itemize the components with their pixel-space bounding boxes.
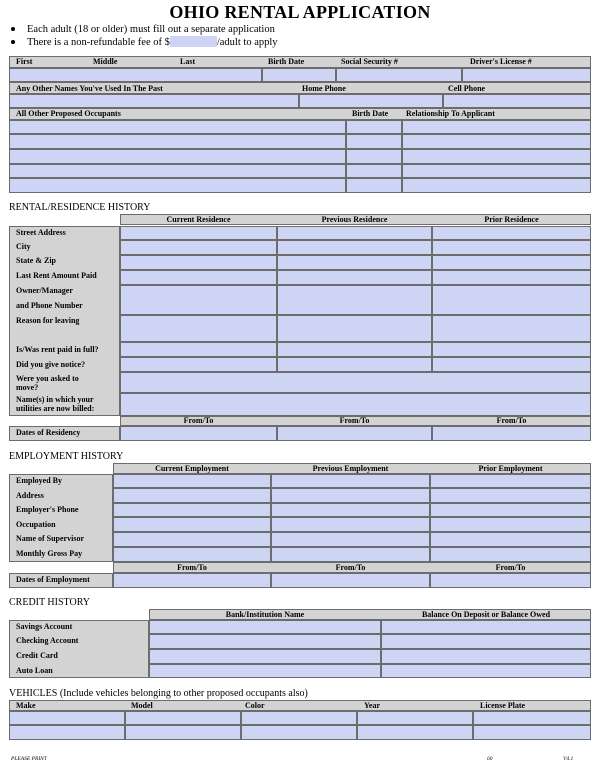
rental-field-1[interactable] — [120, 357, 277, 372]
employment-field-1[interactable] — [113, 547, 271, 562]
vehicle-field-5[interactable] — [473, 711, 591, 725]
rent-paid-label: Is/Was rent paid in full? — [16, 345, 99, 354]
savings-account-label: Savings Account — [16, 622, 73, 631]
auto-loan-label: Auto Loan — [16, 666, 53, 675]
balance-field[interactable] — [381, 634, 591, 649]
footer-version: V4.1 — [563, 756, 574, 762]
vehicle-plate-label: License Plate — [480, 701, 526, 710]
rental-field-3[interactable] — [432, 255, 591, 270]
employment-field-2[interactable] — [271, 488, 430, 503]
utilities-name-label-2: utilities are now billed: — [16, 404, 95, 413]
occupant-relationship-field[interactable] — [402, 178, 591, 193]
fee-amount-field[interactable] — [170, 36, 217, 47]
rental-field-2[interactable] — [277, 315, 432, 342]
checking-account-label: Checking Account — [16, 636, 79, 645]
credit-card-label: Credit Card — [16, 651, 58, 660]
rental-field-1[interactable] — [120, 255, 277, 270]
prior-employment-label: Prior Employment — [478, 464, 543, 473]
occupant-birth-date-field[interactable] — [346, 134, 402, 149]
drivers-license-field[interactable] — [462, 68, 591, 82]
bullet-icon — [11, 27, 15, 31]
vehicle-field-4[interactable] — [357, 725, 473, 740]
occupant-birth-date-field[interactable] — [346, 149, 402, 164]
employment-field-3[interactable] — [430, 503, 591, 517]
last-rent-label: Last Rent Amount Paid — [16, 271, 97, 280]
street-address-label: Street Address — [16, 228, 66, 237]
please-print-note: PLEASE PRINT — [11, 756, 47, 762]
current-residence-dates-field[interactable] — [120, 426, 277, 441]
occupant-relationship-field[interactable] — [402, 164, 591, 178]
occupant-relationship-field[interactable] — [402, 120, 591, 134]
rental-field-3[interactable] — [432, 342, 591, 357]
rental-field-1[interactable] — [120, 285, 277, 315]
rental-field-1[interactable] — [120, 240, 277, 255]
balance-field[interactable] — [381, 664, 591, 678]
previous-residence-dates-field[interactable] — [277, 426, 432, 441]
occupant-name-field[interactable] — [9, 178, 346, 193]
full-name-field[interactable] — [9, 68, 262, 82]
employment-field-1[interactable] — [113, 532, 271, 547]
dates-residency-label: Dates of Residency — [16, 428, 81, 437]
rental-field-2[interactable] — [277, 270, 432, 285]
rental-from-to-label-2: From/To — [339, 416, 370, 425]
rental-field-3[interactable] — [432, 357, 591, 372]
previous-residence-label: Previous Residence — [321, 215, 388, 224]
vehicle-make-label: Make — [16, 701, 36, 710]
vehicle-model-label: Model — [131, 701, 153, 710]
ssn-label: Social Security # — [341, 57, 398, 66]
occupant-birth-date-field[interactable] — [346, 178, 402, 193]
balance-field[interactable] — [381, 649, 591, 664]
employment-field-3[interactable] — [430, 488, 591, 503]
relationship-label: Relationship To Applicant — [406, 109, 495, 118]
employment-field-2[interactable] — [271, 547, 430, 562]
rental-field-3[interactable] — [432, 240, 591, 255]
employment-field-2[interactable] — [271, 474, 430, 488]
rental-field-2[interactable] — [277, 285, 432, 315]
current-residence-label: Current Residence — [166, 215, 231, 224]
birth-date-label: Birth Date — [268, 57, 305, 66]
vehicle-field-4[interactable] — [357, 711, 473, 725]
occupant-name-field[interactable] — [9, 120, 346, 134]
other-names-field[interactable] — [9, 94, 299, 108]
employment-field-3[interactable] — [430, 517, 591, 532]
prior-residence-label: Prior Residence — [484, 215, 539, 224]
rental-field-3[interactable] — [432, 226, 591, 240]
occupant-relationship-field[interactable] — [402, 134, 591, 149]
rental-field-2[interactable] — [277, 226, 432, 240]
middle-name-label: Middle — [93, 57, 118, 66]
bank-institution-label: Bank/Institution Name — [225, 610, 305, 619]
bank-institution-field[interactable] — [149, 620, 381, 634]
employment-field-2[interactable] — [271, 517, 430, 532]
rental-field-2[interactable] — [277, 357, 432, 372]
current-employment-label: Current Employment — [155, 464, 229, 473]
last-name-label: Last — [180, 57, 196, 66]
home-phone-label: Home Phone — [302, 84, 346, 93]
rental-history-title: RENTAL/RESIDENCE HISTORY — [9, 202, 151, 213]
owner-phone-label: and Phone Number — [16, 301, 83, 310]
monthly-pay-label: Monthly Gross Pay — [16, 549, 83, 558]
employment-history-title: EMPLOYMENT HISTORY — [9, 451, 124, 462]
asked-to-move-label: Were you asked to — [16, 374, 79, 383]
vehicle-year-label: Year — [364, 701, 380, 710]
employment-field-1[interactable] — [113, 488, 271, 503]
rental-field-3[interactable] — [432, 315, 591, 342]
form-title: OHIO RENTAL APPLICATION — [169, 2, 431, 22]
bullet-icon — [11, 40, 15, 44]
rental-field-1[interactable] — [120, 270, 277, 285]
first-name-label: First — [16, 57, 33, 66]
occupant-birth-date-label: Birth Date — [352, 109, 389, 118]
rental-field-1[interactable] — [120, 315, 277, 342]
occupation-label: Occupation — [16, 520, 56, 529]
cell-phone-field[interactable] — [443, 94, 591, 108]
employment-field-3[interactable] — [430, 532, 591, 547]
asked-to-move-label-2: move? — [16, 383, 39, 392]
vehicle-field-3[interactable] — [241, 711, 357, 725]
employment-field-1[interactable] — [113, 503, 271, 517]
bank-institution-field[interactable] — [149, 664, 381, 678]
employment-field-1[interactable] — [113, 474, 271, 488]
fee-text-before: There is a non-refundable fee of $ — [27, 37, 170, 48]
bank-institution-field[interactable] — [149, 649, 381, 664]
rental-from-to-label-3: From/To — [496, 416, 527, 425]
home-phone-field[interactable] — [299, 94, 443, 108]
employment-field-2[interactable] — [271, 532, 430, 547]
birth-date-field[interactable] — [262, 68, 336, 82]
gave-notice-label: Did you give notice? — [16, 360, 86, 369]
balance-field[interactable] — [381, 620, 591, 634]
rental-field-2[interactable] — [277, 240, 432, 255]
rental-field-3[interactable] — [432, 270, 591, 285]
prior-employment-dates-field[interactable] — [430, 573, 591, 588]
rental-field-1[interactable] — [120, 342, 277, 357]
cell-phone-label: Cell Phone — [448, 84, 486, 93]
occupant-birth-date-field[interactable] — [346, 120, 402, 134]
vehicle-field-1[interactable] — [9, 711, 125, 725]
rental-field-1[interactable] — [120, 226, 277, 240]
city-label: City — [16, 242, 31, 251]
instruction-separate-application — [11, 24, 275, 35]
vehicle-field-2[interactable] — [125, 725, 241, 740]
previous-employment-dates-field[interactable] — [271, 573, 430, 588]
owner-manager-label: Owner/Manager — [16, 286, 73, 295]
employed-by-label: Employed By — [16, 476, 63, 485]
rental-field-2[interactable] — [277, 255, 432, 270]
instruction-text: Each adult (18 or older) must fill out a separate application — [27, 24, 275, 35]
previous-employment-label: Previous Employment — [312, 464, 389, 473]
current-employment-dates-field[interactable] — [113, 573, 271, 588]
employment-field-2[interactable] — [271, 503, 430, 517]
employer-address-label: Address — [16, 491, 44, 500]
occupant-birth-date-field[interactable] — [346, 164, 402, 178]
vehicle-color-label: Color — [245, 701, 265, 710]
prior-residence-dates-field[interactable] — [432, 426, 591, 441]
supervisor-label: Name of Supervisor — [16, 534, 84, 543]
vehicle-field-3[interactable] — [241, 725, 357, 740]
other-names-label: Any Other Names You've Used In The Past — [16, 84, 163, 93]
rental-field-3[interactable] — [432, 285, 591, 315]
vehicle-field-5[interactable] — [473, 725, 591, 740]
dates-employment-label: Dates of Employment — [16, 575, 90, 584]
utilities-name-label: Name(s) in which your — [16, 395, 94, 404]
fee-text-after: /adult to apply — [216, 37, 278, 48]
occupant-name-field[interactable] — [9, 134, 346, 149]
ssn-field[interactable] — [336, 68, 462, 82]
employment-from-to-label-1: From/To — [177, 563, 207, 572]
employer-phone-label: Employer's Phone — [16, 505, 79, 514]
employment-field-3[interactable] — [430, 474, 591, 488]
credit-history-title: CREDIT HISTORY — [9, 597, 91, 608]
employment-field-1[interactable] — [113, 517, 271, 532]
vehicles-title: VEHICLES (Include vehicles belonging to other proposed occupants also) — [9, 688, 308, 699]
occupant-relationship-field[interactable] — [402, 149, 591, 164]
bank-institution-field[interactable] — [149, 634, 381, 649]
balance-label: Balance On Deposit or Balance Owed — [421, 610, 551, 619]
utilities-name-field[interactable] — [120, 372, 591, 393]
rental-from-to-label-1: From/To — [183, 416, 214, 425]
footer-code: 60 — [487, 756, 493, 762]
employment-field-3[interactable] — [430, 547, 591, 562]
vehicle-field-1[interactable] — [9, 725, 125, 740]
state-zip-label: State & Zip — [16, 256, 56, 265]
occupants-label: All Other Proposed Occupants — [16, 109, 121, 118]
occupant-name-field[interactable] — [9, 164, 346, 178]
employment-from-to-label-3: From/To — [495, 563, 526, 572]
rental-field-2[interactable] — [277, 342, 432, 357]
reason-leaving-label: Reason for leaving — [16, 316, 80, 325]
instruction-fee — [11, 37, 278, 48]
utilities-name-field[interactable] — [120, 393, 591, 416]
drivers-license-label: Driver's License # — [470, 57, 532, 66]
occupant-name-field[interactable] — [9, 149, 346, 164]
vehicle-field-2[interactable] — [125, 711, 241, 725]
employment-from-to-label-2: From/To — [335, 563, 366, 572]
